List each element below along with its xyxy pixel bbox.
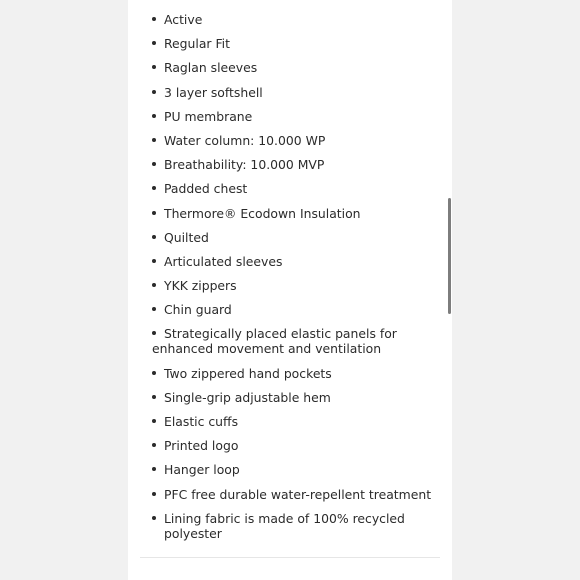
background-left <box>0 0 128 580</box>
list-item <box>152 36 442 51</box>
feature-text: Two zippered hand pockets <box>164 365 332 381</box>
bullet-icon <box>152 307 156 311</box>
list-item <box>152 85 442 100</box>
product-details-panel <box>128 0 452 580</box>
feature-text: Water column: 10.000 WP <box>164 132 326 148</box>
feature-text: YKK zippers <box>164 278 237 294</box>
list-item <box>152 487 442 502</box>
bullet-icon <box>152 235 156 239</box>
feature-text: PU membrane <box>164 108 253 124</box>
feature-text: Active <box>164 12 203 27</box>
background-right <box>452 0 580 580</box>
feature-text: Strategically placed elastic panels for enhanced movement and ventilation <box>152 326 397 357</box>
feature-text: Raglan sleeves <box>164 60 258 76</box>
scrollbar-thumb[interactable] <box>448 198 451 314</box>
feature-text: Quilted <box>164 229 209 245</box>
list-item <box>152 12 442 27</box>
bullet-icon <box>152 186 156 190</box>
bullet-icon <box>152 331 156 335</box>
list-item <box>152 390 442 405</box>
bullet-icon <box>152 371 156 375</box>
list-item <box>152 254 442 269</box>
feature-text: Regular Fit <box>164 36 230 52</box>
bullet-icon <box>152 17 156 21</box>
list-item <box>152 302 442 317</box>
list-item <box>152 462 442 477</box>
bullet-icon <box>152 443 156 447</box>
feature-list <box>152 12 442 550</box>
bullet-icon <box>152 492 156 496</box>
list-item <box>152 366 442 381</box>
bullet-icon <box>152 114 156 118</box>
list-item <box>152 414 442 429</box>
list-item <box>152 181 442 196</box>
list-item <box>152 206 442 221</box>
feature-text: Articulated sleeves <box>164 253 283 269</box>
bullet-icon <box>152 162 156 166</box>
list-item <box>152 109 442 124</box>
bullet-icon <box>152 65 156 69</box>
feature-text: Chin guard <box>164 302 232 318</box>
list-item <box>152 278 442 293</box>
feature-text: Hanger loop <box>164 462 240 478</box>
bullet-icon <box>152 211 156 215</box>
feature-text: Printed logo <box>164 438 239 454</box>
bullet-icon <box>152 419 156 423</box>
feature-text: Lining fabric is made of 100% recycled polyester <box>164 510 405 541</box>
bullet-icon <box>152 516 156 520</box>
list-item <box>152 133 442 148</box>
divider <box>140 557 440 558</box>
list-item <box>152 157 442 172</box>
feature-text: 3 layer softshell <box>164 84 263 100</box>
bullet-icon <box>152 395 156 399</box>
bullet-icon <box>152 467 156 471</box>
list-item <box>152 60 442 75</box>
feature-text: PFC free durable water-repellent treatment <box>164 486 432 502</box>
bullet-icon <box>152 259 156 263</box>
feature-text: Breathability: 10.000 MVP <box>164 157 325 173</box>
bullet-icon <box>152 283 156 287</box>
bullet-icon <box>152 138 156 142</box>
list-item <box>152 326 442 356</box>
list-item <box>152 230 442 245</box>
feature-text: Padded chest <box>164 181 248 197</box>
list-item <box>152 438 442 453</box>
feature-text: Elastic cuffs <box>164 414 239 429</box>
bullet-icon <box>152 41 156 45</box>
feature-text: Thermore® Ecodown Insulation <box>164 205 361 221</box>
feature-text: Single-grip adjustable hem <box>164 389 331 405</box>
bullet-icon <box>152 90 156 94</box>
list-item <box>152 511 442 541</box>
